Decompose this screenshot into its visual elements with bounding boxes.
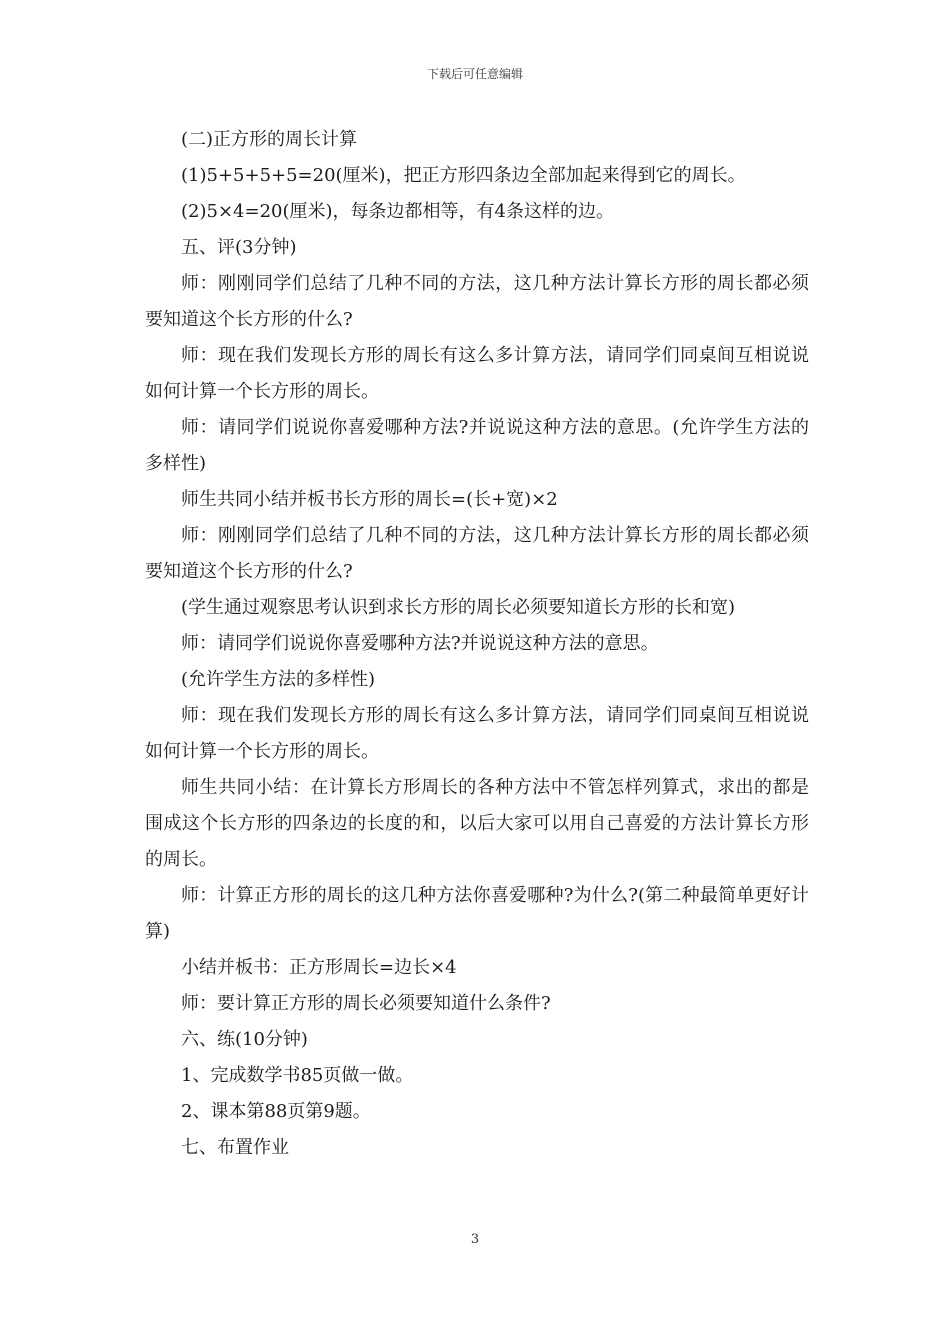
section-heading: 六、练(10分钟) [181, 1029, 308, 1050]
page-header: 下载后可任意编辑 [426, 67, 523, 81]
paragraph: 师：现在我们发现长方形的周长有这么多计算方法，请同学们同桌间互相说说如何计算一个长方形的周长。 [145, 345, 809, 402]
paragraph: 师：现在我们发现长方形的周长有这么多计算方法，请同学们同桌间互相说说如何计算一个长方形的周长。 [145, 705, 809, 762]
paragraph: 1、完成数学书85页做一做。 [181, 1065, 414, 1086]
paragraph: 师：刚刚同学们总结了几种不同的方法，这几种方法计算长方形的周长都必须要知道这个长方形的什么? [145, 273, 809, 330]
section-heading: 七、布置作业 [181, 1137, 289, 1158]
page-number: 3 [470, 1232, 480, 1247]
paragraph: 师生共同小结：在计算长方形周长的各种方法中不管怎样列算式，求出的都是围成这个长方形的四条边的长度的和，以后大家可以用自己喜爱的方法计算长方形的周长。 [145, 777, 809, 870]
paragraph: (2)5×4=20(厘米)，每条边都相等，有4条这样的边。 [181, 201, 614, 222]
paragraph: 师：请同学们说说你喜爱哪种方法?并说说这种方法的意思。(允许学生方法的多样性) [145, 417, 809, 474]
paragraph: 师：刚刚同学们总结了几种不同的方法，这几种方法计算长方形的周长都必须要知道这个长方形的什么? [145, 525, 809, 582]
paragraph: (二)正方形的周长计算 [181, 129, 358, 150]
paragraph: (学生通过观察思考认识到求长方形的周长必须要知道长方形的长和宽) [181, 597, 736, 618]
paragraph: (1)5+5+5+5=20(厘米)，把正方形四条边全部加起来得到它的周长。 [181, 165, 746, 186]
paragraph: 2、课本第88页第9题。 [181, 1101, 371, 1122]
section-heading: 五、评(3分钟) [181, 237, 297, 258]
paragraph: 小结并板书：正方形周长=边长×4 [181, 957, 457, 978]
paragraph: 师：计算正方形的周长的这几种方法你喜爱哪种?为什么?(第二种最简单更好计算) [145, 885, 809, 942]
paragraph: 师生共同小结并板书长方形的周长=(长+宽)×2 [181, 489, 558, 510]
paragraph: (允许学生方法的多样性) [181, 669, 376, 690]
paragraph: 师：请同学们说说你喜爱哪种方法?并说说这种方法的意思。 [181, 633, 659, 654]
paragraph: 师：要计算正方形的周长必须要知道什么条件? [181, 993, 551, 1014]
document-body [145, 122, 809, 1166]
